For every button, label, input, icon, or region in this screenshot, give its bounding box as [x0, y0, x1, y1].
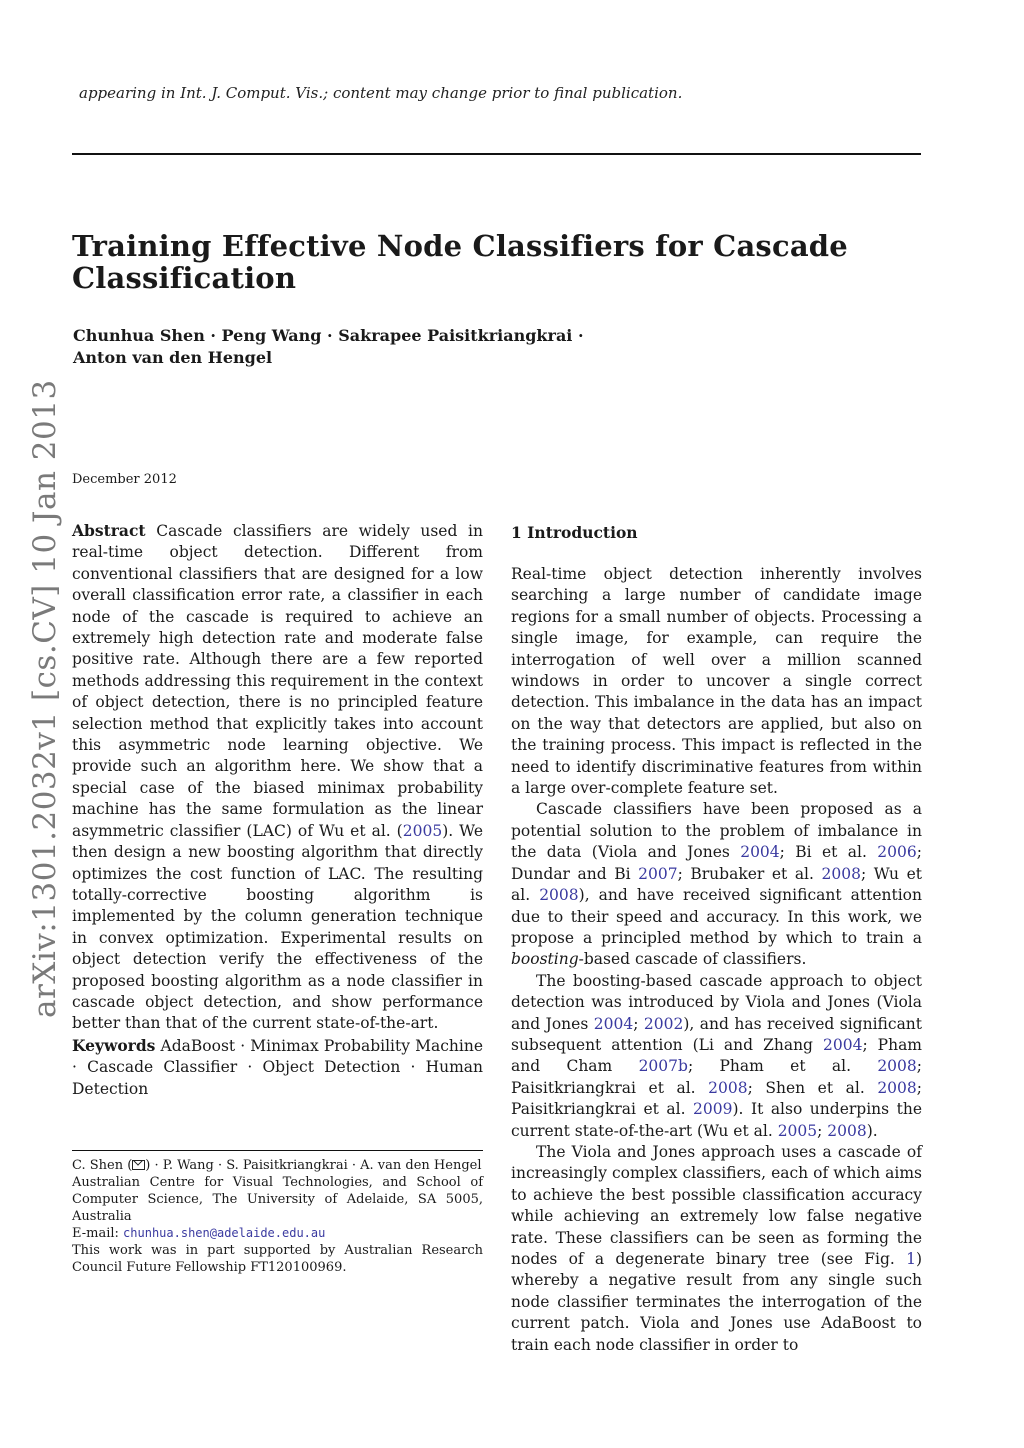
citation-link[interactable]: 2008: [821, 864, 861, 883]
citation-link[interactable]: 2007: [638, 864, 678, 883]
footnote-rule: [72, 1150, 483, 1151]
emphasis-text: boosting: [511, 950, 579, 969]
citation-link[interactable]: 2005: [777, 1121, 818, 1140]
footnote-names-b: ) · P. Wang · S. Paisitkriangkrai · A. van den Hengel: [145, 1158, 482, 1173]
citation-link[interactable]: 2008: [539, 886, 579, 905]
text: The boosting-based cascade approach to object detection was introduced by Viola and Jones (Viola and Jones: [511, 971, 922, 1033]
section-heading-introduction: 1 Introduction: [511, 523, 638, 542]
figure-link[interactable]: 1: [906, 1250, 916, 1268]
text: ; Pham and Cham: [511, 1035, 923, 1076]
citation-link[interactable]: 2005: [402, 821, 443, 840]
text: ; Paisitkriangkrai et al.: [511, 1057, 922, 1097]
text: ;: [817, 1121, 828, 1140]
footnote-authors: [72, 1157, 483, 1174]
footnote: [72, 1157, 483, 1276]
intro-paragraph-2: [511, 799, 922, 970]
paper-title: Training Effective Node Classifiers for Cascade Classification: [72, 229, 848, 295]
text: ), and have received significant attention due to their speed and accuracy. In this work, we propose a principled method by which to train a: [511, 886, 922, 947]
text: The Viola and Jones approach uses a cascade of increasingly complex classifiers, each of which aims to achieve the best possible classification accuracy while achieving an extremely low false negative rate. These classifiers can be seen as forming the nodes of a degenerate binary tree (see Fig.: [511, 1142, 922, 1268]
citation-link[interactable]: 2004: [593, 1014, 634, 1033]
text: -based cascade of classifiers.: [578, 950, 807, 969]
envelope-icon: [132, 1160, 145, 1170]
citation-link[interactable]: 2002: [643, 1014, 684, 1033]
footnote-affiliation: Australian Centre for Visual Technologies, and School of Computer Science, The University of Adelaide, SA 5005, Australia: [72, 1175, 483, 1224]
citation-link[interactable]: 2007b: [638, 1057, 688, 1076]
author-list: [73, 325, 633, 369]
journal-note: appearing in Int. J. Comput. Vis.; content may change prior to final publication.: [79, 84, 683, 102]
keywords-label: Keywords: [72, 1035, 156, 1055]
text: ; Bi et al.: [779, 843, 878, 862]
footnote-names-a: C. Shen (: [72, 1158, 133, 1173]
text: Cascade classifiers have been proposed as a potential solution to the problem of imbalance in the data (Viola and Jones: [511, 800, 922, 862]
citation-link[interactable]: 2006: [877, 843, 917, 862]
footnote-email: [72, 1225, 483, 1242]
intro-paragraph-1: Real-time object detection inherently involves searching a large number of candidate image regions for a small number of objects. Processing a single image, for example, can require the interrogation of well over a million scanned windows in order to uncover a single correct detection. This imbalance in the data has an impact on the way that detectors are applied, but also on the training process. This impact is reflected in the need to identify discriminative features from within a large over-complete feature set.: [511, 565, 922, 798]
introduction-body: [511, 564, 922, 1356]
text: ), and has received significant subsequent attention (Li and Zhang: [511, 1014, 923, 1054]
citation-link[interactable]: 2008: [877, 1078, 917, 1097]
authors-line-1: Chunhua Shen · Peng Wang · Sakrapee Paisitkriangkrai ·: [73, 326, 584, 345]
email-label: E-mail:: [72, 1226, 119, 1241]
citation-link[interactable]: 2009: [693, 1100, 733, 1119]
citation-link[interactable]: 2008: [827, 1121, 867, 1140]
text: ; Paisitkriangkrai et al.: [511, 1078, 922, 1119]
text: ). It also underpins the current state-of-the-art (Wu et al.: [511, 1100, 922, 1140]
citation-link[interactable]: 2008: [877, 1057, 917, 1076]
text: ).: [866, 1121, 878, 1140]
citation-link[interactable]: 2004: [822, 1035, 863, 1054]
abstract-text-b: ). We then design a new boosting algorithm that directly optimizes the cost function of LAC. The resulting totally-corrective boosting algorithm is implemented by the column generation technique in convex optimization. Experimental results on object detection verify the effectiveness of the proposed boosting algorithm as a node classifier in cascade object detection, and show performance better than that of the current state-of-the-art.: [72, 821, 483, 1033]
text: ; Shen et al.: [747, 1078, 878, 1097]
footnote-funding: This work was in part supported by Australian Research Council Future Fellowship FT120100969.: [72, 1243, 483, 1275]
abstract-text-a: Cascade classifiers are widely used in real-time object detection. Different from conventional classifiers that are designed for a low overall classification error rate, a classifier in each node of the cascade is required to achieve an extremely high detection rate and moderate false positive rate. Although there are a few reported methods addressing this requirement in the context of object detection, there is no principled feature selection method that explicitly takes into account this asymmetric node learning objective. We provide such an algorithm here. We show that a special case of the biased minimax probability machine has the same formulation as the linear asymmetric classifier (LAC) of Wu et al. (: [72, 522, 483, 840]
abstract: [72, 520, 483, 1035]
right-column: [511, 520, 922, 1356]
text: ; Brubaker et al.: [677, 864, 822, 883]
header-rule: [72, 153, 921, 155]
left-column: [72, 520, 483, 1100]
citation-link[interactable]: 2008: [708, 1078, 748, 1097]
citation-link[interactable]: 2004: [740, 843, 780, 862]
text: ; Wu et al.: [511, 864, 922, 905]
intro-paragraph-4: [511, 1142, 922, 1356]
text: ; Dundar and Bi: [511, 843, 922, 883]
text: ; Pham et al.: [687, 1057, 878, 1076]
intro-paragraph-3: [511, 971, 922, 1142]
arxiv-stamp: arXiv:1301.2032v1 [cs.CV] 10 Jan 2013: [27, 379, 63, 1018]
keywords-text: AdaBoost · Minimax Probability Machine · Cascade Classifier · Object Detection · Human Detection: [72, 1036, 483, 1098]
email-link[interactable]: chunhua.shen@adelaide.edu.au: [123, 1226, 326, 1240]
text: ) whereby a negative result from any single such node classifier terminates the interrogation of the current patch. Viola and Jones use AdaBoost to train each node classifier in order to: [511, 1250, 922, 1354]
abstract-label: Abstract: [72, 521, 146, 540]
authors-line-2: Anton van den Hengel: [73, 348, 273, 367]
keywords: [72, 1035, 483, 1100]
text: ;: [633, 1014, 644, 1033]
date: December 2012: [72, 472, 177, 487]
